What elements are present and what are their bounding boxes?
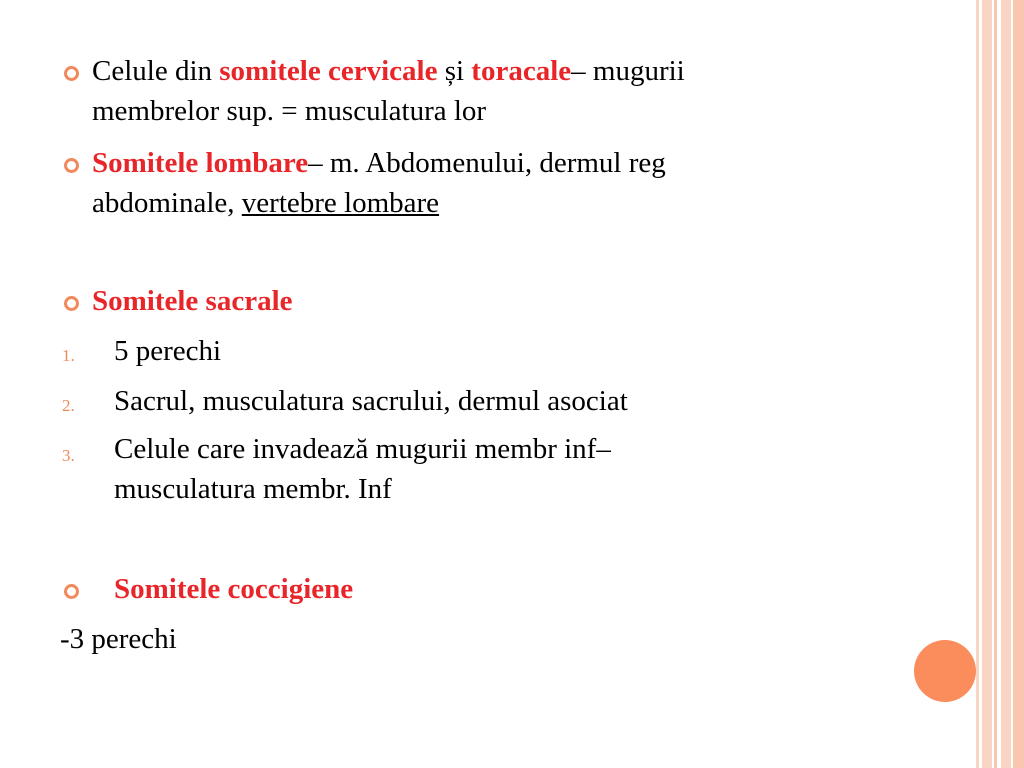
- bullet2-line2: [92, 182, 439, 224]
- underlined-vertebre-lombare: vertebre lombare: [241, 187, 440, 219]
- highlight-somitele-sacrale: Somitele sacrale: [92, 285, 293, 317]
- highlight-somitele-coccigiene: Somitele coccigiene: [114, 573, 354, 605]
- list-number: 3.: [62, 446, 75, 465]
- bullet-ring-icon: [64, 66, 79, 81]
- list-number: 2.: [62, 396, 75, 415]
- highlight-toracale: toracale: [471, 55, 572, 87]
- bullet3-heading: [92, 280, 293, 322]
- list-item-continuation: musculatura membr. Inf: [114, 473, 392, 505]
- text-span: – m. Abdomenului, dermul reg: [308, 147, 666, 179]
- right-edge-decoration: [976, 0, 1024, 768]
- bullet1-line1: [92, 50, 685, 92]
- bullet2-line1: [92, 142, 666, 184]
- text-span: abdominale,: [92, 187, 242, 219]
- list-number: 1.: [62, 346, 75, 365]
- highlight-somitele-lombare: Somitele lombare: [92, 147, 309, 179]
- text-span: și: [437, 55, 472, 87]
- bullet-ring-icon: [64, 158, 79, 173]
- bullet1-line2: membrelor sup. = musculatura lor: [92, 95, 487, 127]
- bullet4-heading: [114, 568, 353, 610]
- plain-line-3-perechi: -3 perechi: [60, 623, 177, 655]
- text-span: – mugurii: [571, 55, 685, 87]
- bullet-ring-icon: [64, 584, 79, 599]
- list-item: Celule care invadează mugurii membr inf–: [114, 433, 611, 465]
- bullet-ring-icon: [64, 296, 79, 311]
- list-item: Sacrul, musculatura sacrului, dermul asociat: [114, 385, 628, 417]
- text-span: Celule din: [92, 55, 220, 87]
- list-item: 5 perechi: [114, 335, 222, 367]
- highlight-somitele-cervicale: somitele cervicale: [219, 55, 438, 87]
